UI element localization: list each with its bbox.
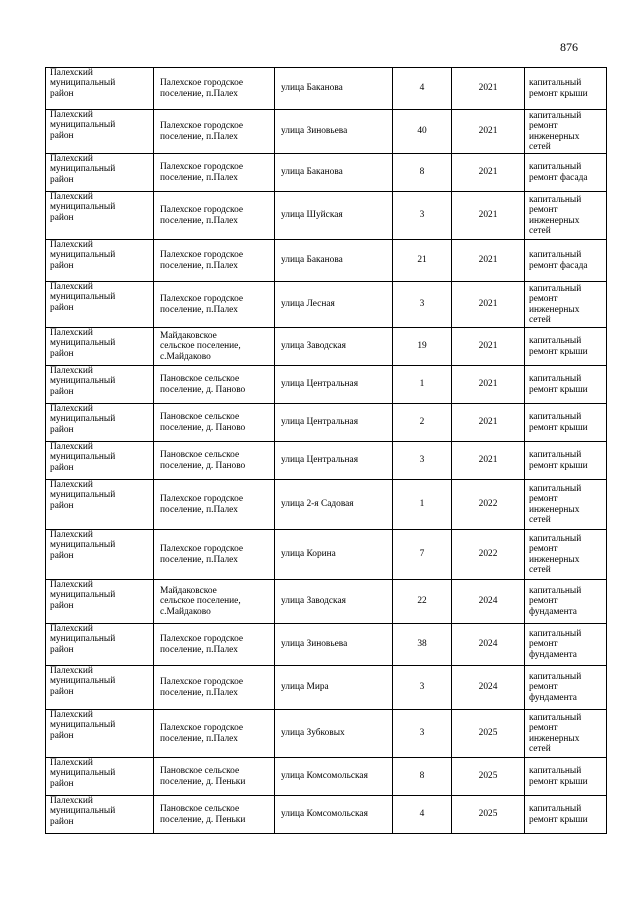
year-cell: 2025 (452, 758, 525, 796)
street-cell: улица Корина (275, 530, 393, 580)
district-cell: Палехский муниципальный район (46, 530, 154, 580)
year-cell: 2021 (452, 110, 525, 154)
settlement-cell: Палехское городское поселение, п.Палех (154, 282, 275, 328)
settlement-cell: Пановское сельское поселение, д. Паново (154, 404, 275, 442)
settlement-cell: Пановское сельское поселение, д. Пеньки (154, 758, 275, 796)
work-type-cell: капитальный ремонт фундамента (525, 580, 607, 624)
work-type-cell: капитальный ремонт крыши (525, 68, 607, 110)
district-cell: Палехский муниципальный район (46, 580, 154, 624)
table-row (46, 624, 607, 666)
year-cell: 2025 (452, 710, 525, 758)
house-number-cell: 7 (393, 530, 452, 580)
district-cell: Палехский муниципальный район (46, 192, 154, 240)
street-cell: улица Мира (275, 666, 393, 710)
settlement-cell: Пановское сельское поселение, д. Паново (154, 442, 275, 480)
table-row (46, 480, 607, 530)
street-cell: улица Лесная (275, 282, 393, 328)
year-cell: 2025 (452, 796, 525, 834)
table-row (46, 442, 607, 480)
district-cell: Палехский муниципальный район (46, 68, 154, 110)
settlement-cell: Палехское городское поселение, п.Палех (154, 192, 275, 240)
settlement-cell: Палехское городское поселение, п.Палех (154, 480, 275, 530)
year-cell: 2021 (452, 404, 525, 442)
table-row (46, 796, 607, 834)
district-cell: Палехский муниципальный район (46, 710, 154, 758)
settlement-cell: Палехское городское поселение, п.Палех (154, 666, 275, 710)
house-number-cell: 3 (393, 710, 452, 758)
street-cell: улица Зубковых (275, 710, 393, 758)
table-row (46, 666, 607, 710)
table-row (46, 366, 607, 404)
district-cell: Палехский муниципальный район (46, 366, 154, 404)
year-cell: 2021 (452, 282, 525, 328)
page-number: 876 (560, 40, 578, 54)
table-row (46, 68, 607, 110)
table-row (46, 530, 607, 580)
settlement-cell: Пановское сельское поселение, д. Паново (154, 366, 275, 404)
table-body (46, 68, 607, 834)
work-type-cell: капитальный ремонт крыши (525, 442, 607, 480)
district-cell: Палехский муниципальный район (46, 624, 154, 666)
work-type-cell: капитальный ремонт крыши (525, 404, 607, 442)
street-cell: улица Зиновьева (275, 624, 393, 666)
year-cell: 2021 (452, 442, 525, 480)
district-cell: Палехский муниципальный район (46, 328, 154, 366)
year-cell: 2021 (452, 328, 525, 366)
street-cell: улица Комсомольская (275, 758, 393, 796)
work-type-cell: капитальный ремонт фундамента (525, 624, 607, 666)
house-number-cell: 8 (393, 154, 452, 192)
settlement-cell: Палехское городское поселение, п.Палех (154, 530, 275, 580)
table-row (46, 328, 607, 366)
district-cell: Палехский муниципальный район (46, 110, 154, 154)
year-cell: 2024 (452, 624, 525, 666)
work-type-cell: капитальный ремонт фасада (525, 240, 607, 282)
work-type-cell: капитальный ремонт фундамента (525, 666, 607, 710)
house-number-cell: 40 (393, 110, 452, 154)
year-cell: 2021 (452, 68, 525, 110)
table-row (46, 758, 607, 796)
table-row (46, 110, 607, 154)
street-cell: улица Зиновьева (275, 110, 393, 154)
district-cell: Палехский муниципальный район (46, 282, 154, 328)
house-number-cell: 1 (393, 366, 452, 404)
settlement-cell: Палехское городское поселение, п.Палех (154, 710, 275, 758)
street-cell: улица Комсомольская (275, 796, 393, 834)
house-number-cell: 3 (393, 192, 452, 240)
district-cell: Палехский муниципальный район (46, 404, 154, 442)
house-number-cell: 3 (393, 442, 452, 480)
table-row (46, 282, 607, 328)
settlement-cell: Палехское городское поселение, п.Палех (154, 68, 275, 110)
year-cell: 2024 (452, 666, 525, 710)
work-type-cell: капитальный ремонт инженерных сетей (525, 530, 607, 580)
work-type-cell: капитальный ремонт инженерных сетей (525, 282, 607, 328)
work-type-cell: капитальный ремонт крыши (525, 796, 607, 834)
street-cell: улица Заводская (275, 328, 393, 366)
district-cell: Палехский муниципальный район (46, 240, 154, 282)
year-cell: 2021 (452, 192, 525, 240)
settlement-cell: Палехское городское поселение, п.Палех (154, 240, 275, 282)
street-cell: улица 2-я Садовая (275, 480, 393, 530)
work-type-cell: капитальный ремонт инженерных сетей (525, 710, 607, 758)
work-type-cell: капитальный ремонт фасада (525, 154, 607, 192)
repair-schedule-table (45, 67, 607, 834)
street-cell: улица Баканова (275, 240, 393, 282)
table-row (46, 404, 607, 442)
street-cell: улица Центральная (275, 404, 393, 442)
house-number-cell: 3 (393, 282, 452, 328)
settlement-cell: Палехское городское поселение, п.Палех (154, 154, 275, 192)
house-number-cell: 38 (393, 624, 452, 666)
district-cell: Палехский муниципальный район (46, 154, 154, 192)
year-cell: 2022 (452, 480, 525, 530)
street-cell: улица Шуйская (275, 192, 393, 240)
house-number-cell: 4 (393, 68, 452, 110)
table-row (46, 240, 607, 282)
year-cell: 2024 (452, 580, 525, 624)
table-row (46, 580, 607, 624)
year-cell: 2021 (452, 366, 525, 404)
house-number-cell: 21 (393, 240, 452, 282)
street-cell: улица Баканова (275, 154, 393, 192)
table-row (46, 710, 607, 758)
settlement-cell: Палехское городское поселение, п.Палех (154, 624, 275, 666)
house-number-cell: 1 (393, 480, 452, 530)
street-cell: улица Заводская (275, 580, 393, 624)
settlement-cell: Пановское сельское поселение, д. Пеньки (154, 796, 275, 834)
work-type-cell: капитальный ремонт инженерных сетей (525, 480, 607, 530)
district-cell: Палехский муниципальный район (46, 758, 154, 796)
street-cell: улица Центральная (275, 442, 393, 480)
district-cell: Палехский муниципальный район (46, 480, 154, 530)
street-cell: улица Баканова (275, 68, 393, 110)
work-type-cell: капитальный ремонт инженерных сетей (525, 192, 607, 240)
work-type-cell: капитальный ремонт крыши (525, 366, 607, 404)
street-cell: улица Центральная (275, 366, 393, 404)
table-row (46, 192, 607, 240)
table-row (46, 154, 607, 192)
house-number-cell: 3 (393, 666, 452, 710)
house-number-cell: 2 (393, 404, 452, 442)
work-type-cell: капитальный ремонт инженерных сетей (525, 110, 607, 154)
work-type-cell: капитальный ремонт крыши (525, 758, 607, 796)
district-cell: Палехский муниципальный район (46, 442, 154, 480)
district-cell: Палехский муниципальный район (46, 796, 154, 834)
settlement-cell: Майдаковское сельское поселение, с.Майдаково (154, 580, 275, 624)
house-number-cell: 8 (393, 758, 452, 796)
house-number-cell: 22 (393, 580, 452, 624)
district-cell: Палехский муниципальный район (46, 666, 154, 710)
house-number-cell: 19 (393, 328, 452, 366)
settlement-cell: Палехское городское поселение, п.Палех (154, 110, 275, 154)
settlement-cell: Майдаковское сельское поселение, с.Майдаково (154, 328, 275, 366)
work-type-cell: капитальный ремонт крыши (525, 328, 607, 366)
year-cell: 2021 (452, 240, 525, 282)
house-number-cell: 4 (393, 796, 452, 834)
year-cell: 2021 (452, 154, 525, 192)
year-cell: 2022 (452, 530, 525, 580)
